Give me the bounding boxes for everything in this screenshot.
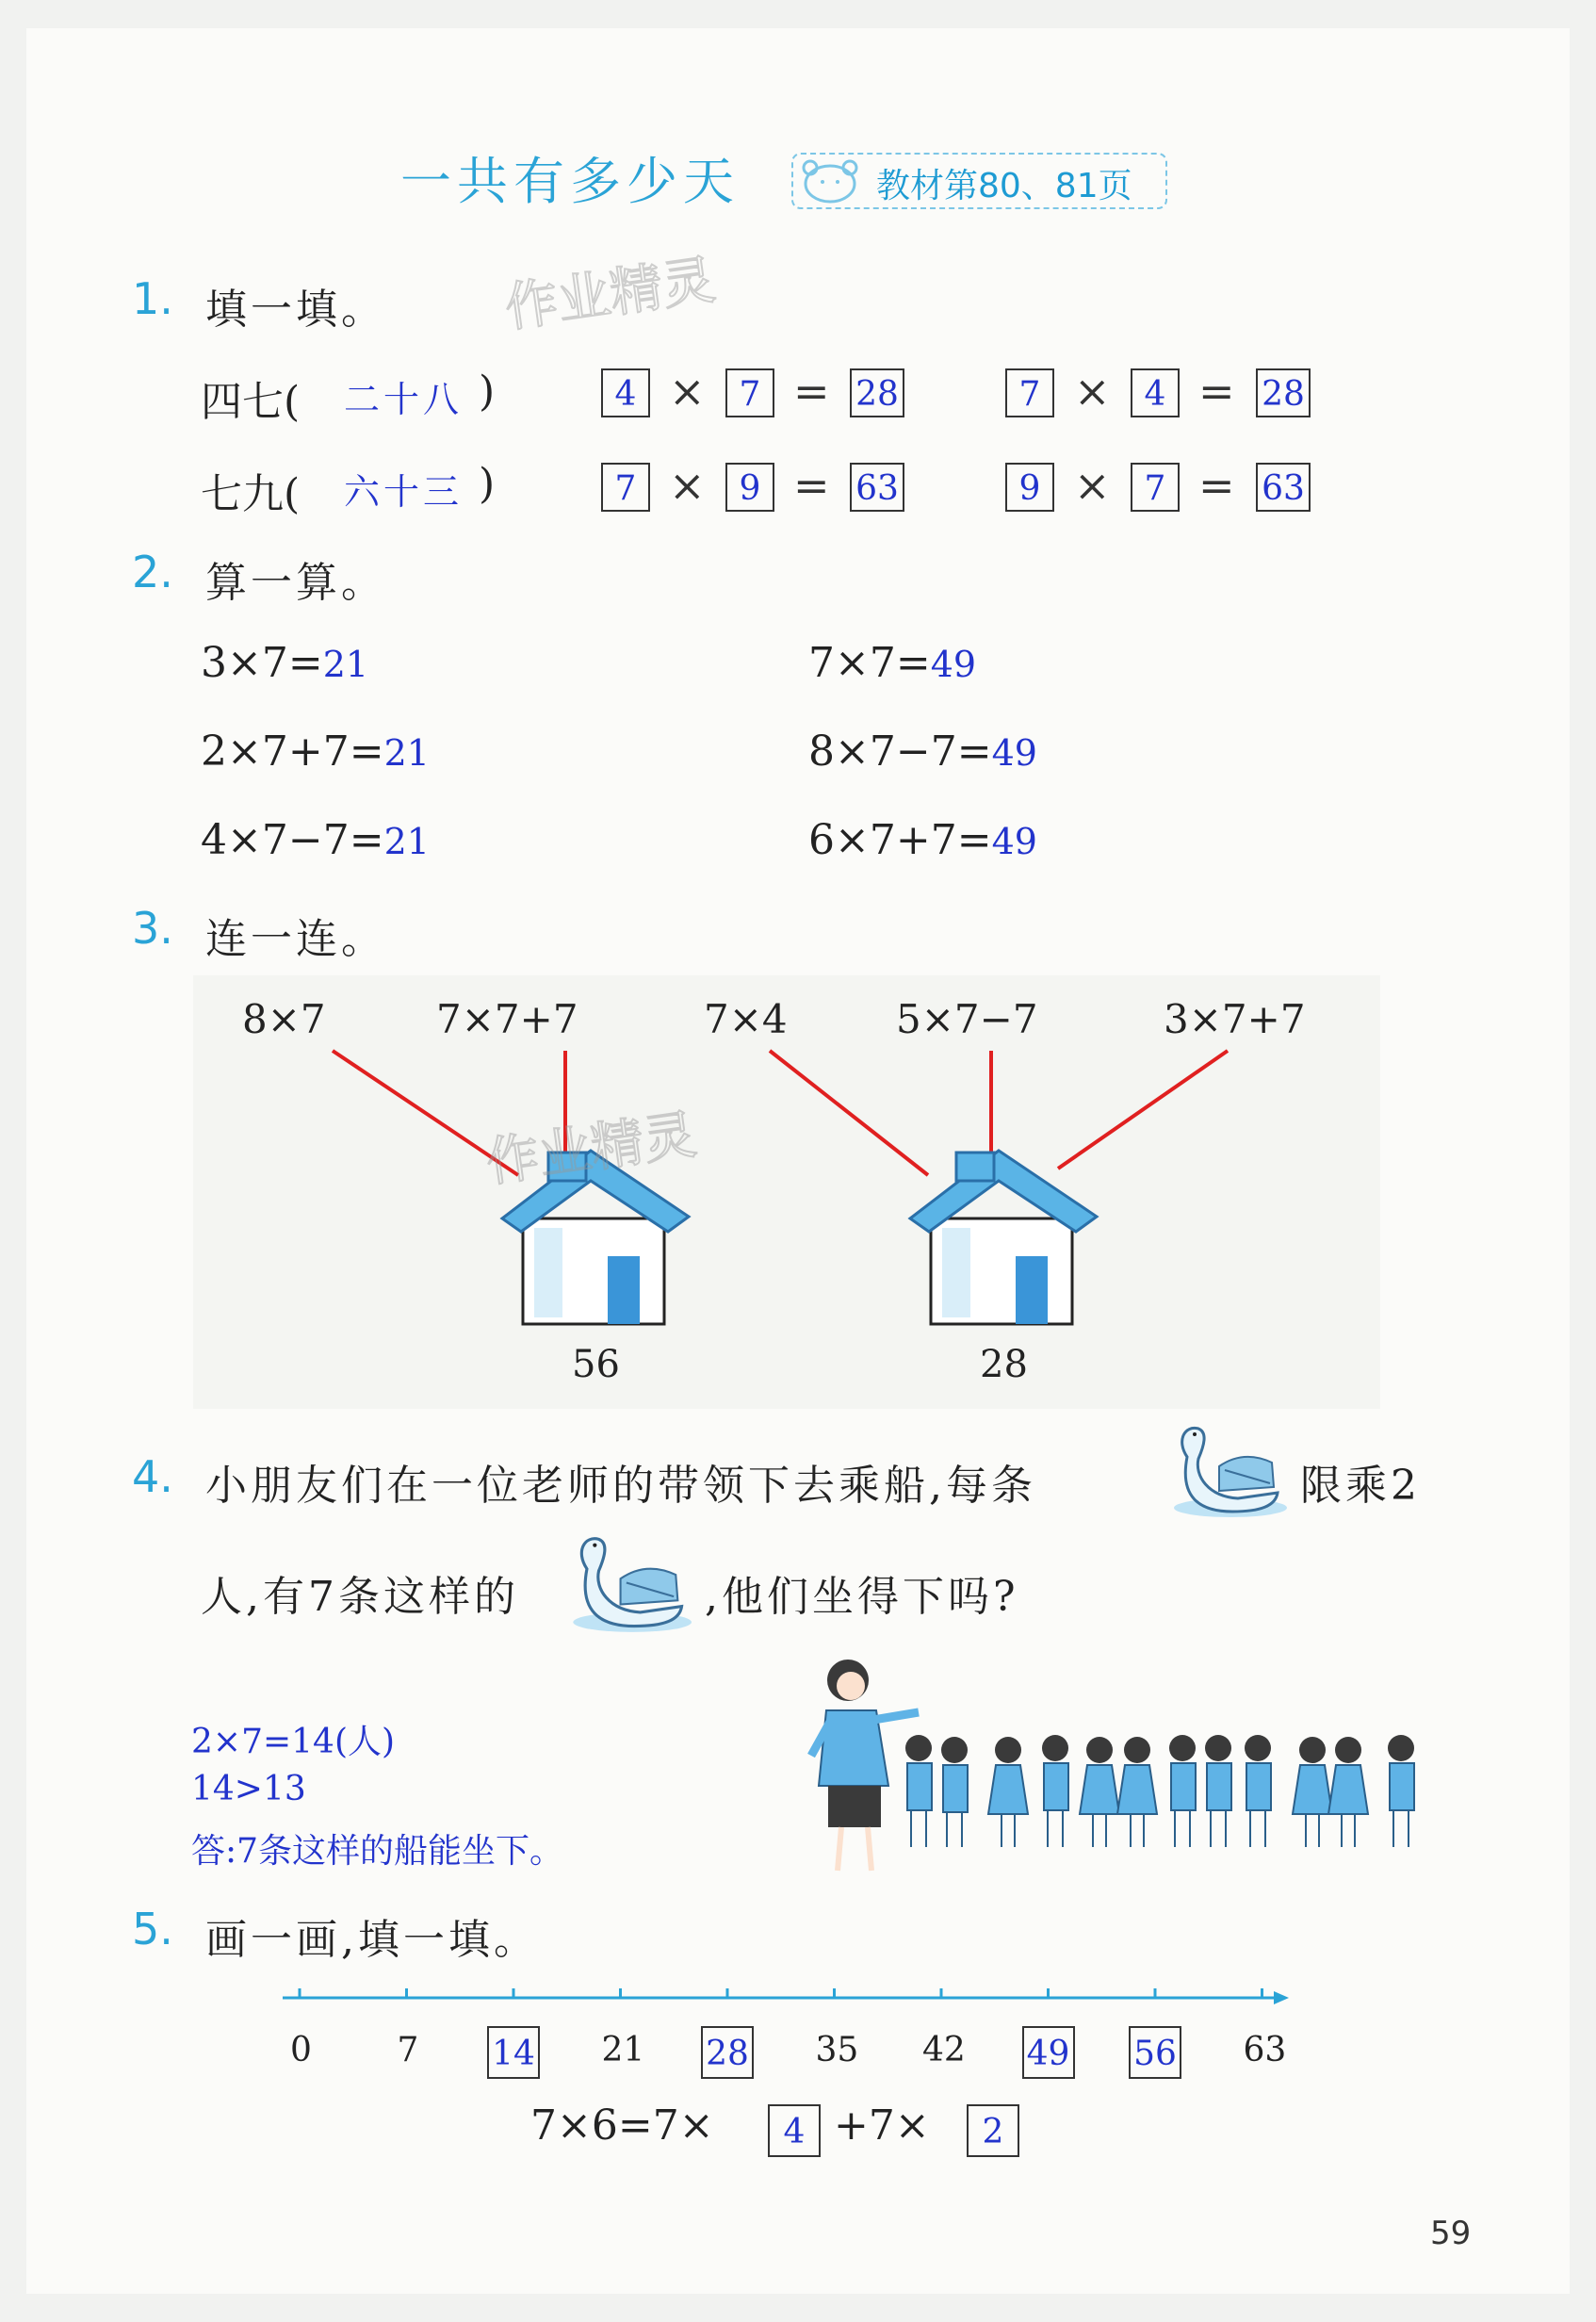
q2-expression: 6×7+7= [808, 816, 992, 864]
q2-answer: 21 [383, 732, 430, 774]
q1-row1-eq2-box-b: 4 [1131, 368, 1180, 417]
q5-equation-left: 7×6=7× [530, 2101, 714, 2150]
matching-lines [193, 975, 1380, 1409]
expression-7x4: 7×4 [704, 996, 788, 1042]
times-sign: × [669, 460, 706, 511]
q2-expression: 7×7= [808, 639, 931, 687]
number-line-label: 7 [397, 2031, 419, 2069]
q1-row2-eq2-box-c: 63 [1256, 463, 1311, 512]
matching-panel [193, 975, 1380, 1409]
q1-row2-eq2-box-b: 7 [1131, 463, 1180, 512]
teacher-figure [811, 1660, 919, 1871]
q3-instruction: 连一连。 [205, 915, 386, 963]
house-icon [904, 1145, 1102, 1333]
q1-row1-answer: 二十八 [344, 379, 464, 420]
q4-line1-text: 限乘2 [1300, 1462, 1421, 1510]
number-line-label: 21 [601, 2031, 645, 2069]
bear-icon [799, 158, 861, 205]
house-value: 28 [980, 1343, 1028, 1386]
q1-number: 1. [132, 273, 173, 324]
expression-7x7-plus-7: 7×7+7 [436, 996, 578, 1042]
q4-number: 4. [132, 1451, 173, 1502]
q4-line2-text: 人,有7条这样的 [201, 1573, 519, 1621]
q1-row1-eq1-box-a: 4 [601, 368, 650, 417]
q4-line2-text: ,他们坐得下吗? [705, 1573, 1019, 1621]
q2-item [808, 816, 1037, 864]
q2-item [201, 639, 368, 687]
q4-answer-line: 答:7条这样的船能坐下。 [191, 1832, 564, 1871]
number-line-label: 35 [815, 2031, 859, 2069]
house-value: 56 [572, 1343, 620, 1386]
q5-instruction: 画一画,填一填。 [205, 1916, 539, 1964]
number-line-answer-box: 14 [487, 2026, 540, 2079]
q1-row2-eq1-box-b: 9 [725, 463, 774, 512]
watermark: 作业精灵 [482, 1104, 701, 1195]
number-line-label: 42 [922, 2031, 966, 2069]
q2-answer: 49 [991, 821, 1037, 862]
q2-expression: 3×7= [201, 639, 323, 687]
page-number: 59 [1430, 2215, 1472, 2252]
q4-answer-line: 2×7=14(人) [191, 1723, 396, 1761]
q1-row1-prefix: 四七( [201, 378, 301, 426]
q3-number: 3. [132, 903, 173, 954]
children-group [905, 1735, 1414, 1847]
q1-row1-eq1-box-c: 28 [850, 368, 904, 417]
number-line [273, 1979, 1310, 2017]
q1-row1-eq2-box-a: 7 [1005, 368, 1054, 417]
expression-8x7: 8×7 [242, 996, 326, 1042]
q2-expression: 4×7−7= [201, 816, 384, 864]
times-sign: × [1074, 460, 1111, 511]
equals-sign: = [793, 460, 830, 511]
q4-line1-text: 小朋友们在一位老师的带领下去乘船,每条 [205, 1462, 1036, 1510]
q2-number: 2. [132, 547, 173, 597]
q2-item [808, 728, 1037, 776]
equals-sign: = [1198, 460, 1235, 511]
teacher-children-illustration [806, 1644, 1446, 1880]
watermark: 作业精灵 [501, 249, 720, 340]
q1-row2-suffix: ) [479, 460, 496, 508]
q5-number: 5. [132, 1904, 173, 1954]
q2-instruction: 算一算。 [205, 559, 386, 607]
q1-row2-eq1-box-a: 7 [601, 463, 650, 512]
page-title: 一共有多少天 [400, 152, 740, 211]
number-line-label: 0 [290, 2031, 312, 2069]
swan-boat-icon [1166, 1421, 1289, 1520]
q2-answer: 49 [930, 644, 977, 685]
number-line-answer-box: 56 [1129, 2026, 1181, 2079]
q2-answer: 21 [322, 644, 369, 685]
q2-expression: 8×7−7= [808, 728, 992, 776]
q1-row2-eq2-box-a: 9 [1005, 463, 1054, 512]
q1-row1-eq1-box-b: 7 [725, 368, 774, 417]
q2-expression: 2×7+7= [201, 728, 384, 776]
times-sign: × [669, 366, 706, 417]
q2-answer: 21 [383, 821, 430, 862]
swan-boat-icon [563, 1531, 695, 1635]
q1-row1-suffix: ) [479, 368, 496, 416]
q5-eq-box-2: 2 [967, 2104, 1019, 2157]
q5-eq-box-1: 4 [768, 2104, 821, 2157]
expression-5x7-minus-7: 5×7−7 [896, 996, 1038, 1042]
number-line-answer-box: 49 [1022, 2026, 1075, 2079]
equals-sign: = [793, 366, 830, 417]
q2-item [201, 816, 430, 864]
q2-item [201, 728, 430, 776]
textbook-reference [791, 153, 1167, 209]
reference-text: 教材第80、81页 [876, 167, 1132, 205]
q1-row2-eq1-box-c: 63 [850, 463, 904, 512]
q2-item [808, 639, 976, 687]
q1-row1-eq2-box-c: 28 [1256, 368, 1311, 417]
q2-answer: 49 [991, 732, 1037, 774]
number-line-label: 63 [1243, 2031, 1287, 2069]
q5-equation-mid: +7× [834, 2101, 930, 2150]
q1-instruction: 填一填。 [205, 286, 386, 334]
q1-row2-answer: 六十三 [344, 471, 464, 513]
equals-sign: = [1198, 366, 1235, 417]
expression-3x7-plus-7: 3×7+7 [1164, 996, 1306, 1042]
q4-answer-line: 14>13 [191, 1770, 306, 1808]
number-line-answer-box: 28 [701, 2026, 754, 2079]
times-sign: × [1074, 366, 1111, 417]
q1-row2-prefix: 七九( [201, 470, 301, 518]
